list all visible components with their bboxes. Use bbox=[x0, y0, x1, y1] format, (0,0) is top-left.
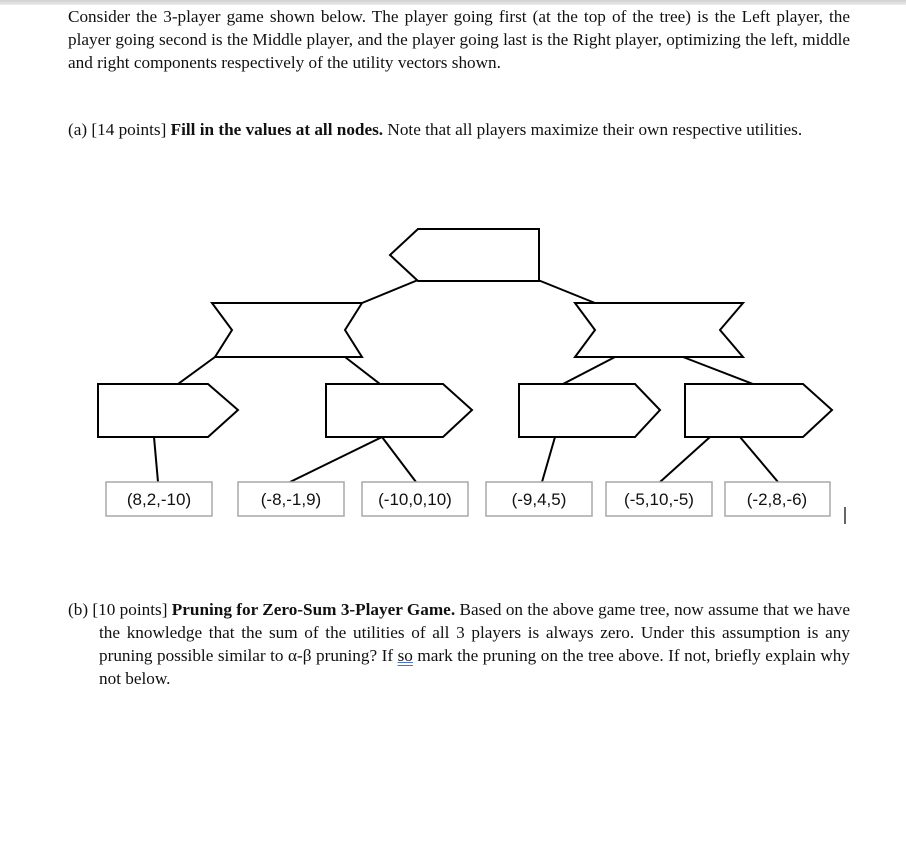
right-node-2[interactable] bbox=[326, 384, 472, 437]
middle-node-right[interactable] bbox=[575, 303, 743, 357]
edge-mid2-node4 bbox=[683, 357, 753, 384]
question-b bbox=[68, 598, 850, 690]
edge-node3-leaf4 bbox=[542, 437, 555, 482]
edge-node2-leaf3 bbox=[382, 437, 416, 482]
question-a-points: [14 points] bbox=[91, 120, 167, 139]
question-a-label: (a) bbox=[68, 120, 88, 139]
root-node[interactable] bbox=[390, 229, 539, 281]
edge-mid2-node3 bbox=[563, 357, 615, 384]
edge-mid1-node2 bbox=[345, 357, 380, 384]
leaf-2: (-8,-1,9) bbox=[260, 490, 322, 509]
intro-text: Consider the 3-player game shown below. The player going first (at the top of the tree) is the Left player, the player going second is the Middle player, and the player going last is the Right player, optimizing the left, middle and right components respectively of the utility vectors shown. bbox=[68, 7, 850, 72]
question-b-text-1: Based on the above game tree, now assume that we have the knowledge that the sum of the utilities of all 3 players is always zero. Under this assumption is any pruning possible similar to α-β pruning? If bbox=[99, 600, 851, 665]
question-a-text: Note that all players maximize their own respective utilities. bbox=[383, 120, 803, 139]
right-node-4[interactable] bbox=[685, 384, 832, 437]
leaf-5: (-5,10,-5) bbox=[624, 490, 694, 509]
edge-root-right bbox=[538, 280, 595, 303]
question-b-title: Pruning for Zero-Sum 3-Player Game. bbox=[171, 600, 456, 619]
edge-node4-leaf5 bbox=[660, 437, 710, 482]
leaf-6: (-2,8,-6) bbox=[746, 490, 808, 509]
middle-node-left[interactable] bbox=[212, 303, 362, 357]
question-a-title: Fill in the values at all nodes. bbox=[170, 120, 384, 139]
edge-mid1-node1 bbox=[178, 357, 215, 384]
edge-node1-leaf1 bbox=[154, 437, 158, 482]
right-node-1[interactable] bbox=[98, 384, 238, 437]
question-b-label: (b) bbox=[68, 600, 89, 619]
edge-root-left bbox=[362, 280, 418, 303]
leaf-3: (-10,0,10) bbox=[378, 490, 452, 509]
question-b-underlined-word: so bbox=[397, 646, 413, 665]
leaf-4: (-9,4,5) bbox=[511, 490, 567, 509]
right-node-3[interactable] bbox=[519, 384, 660, 437]
edge-node2-leaf2 bbox=[290, 437, 382, 482]
question-b-points: [10 points] bbox=[92, 600, 168, 619]
leaf-1: (8,2,-10) bbox=[126, 490, 192, 509]
question-b-text-2: mark the pruning on the tree above. If not, briefly explain why not below. bbox=[99, 646, 850, 688]
edge-node4-leaf6 bbox=[740, 437, 778, 482]
